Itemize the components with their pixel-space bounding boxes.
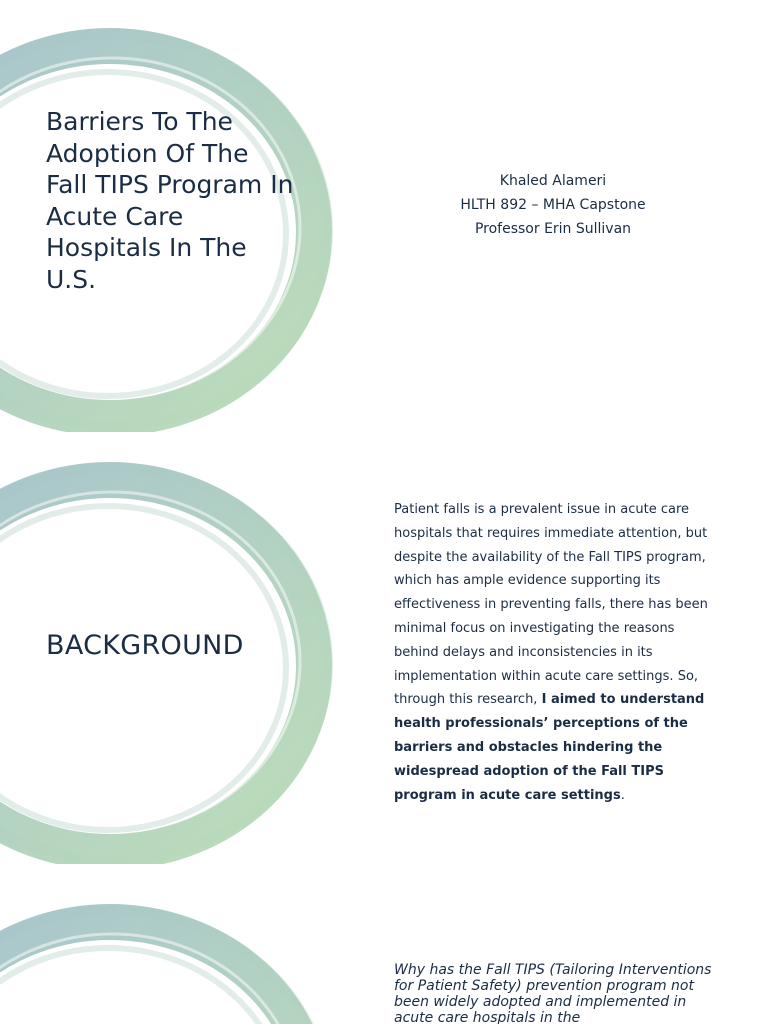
- background-body-end: .: [620, 787, 625, 803]
- decorative-ring: [0, 898, 340, 1024]
- course-name: HLTH 892 – MHA Capstone: [460, 197, 646, 213]
- title-slide: [0, 0, 768, 432]
- decorative-ring: [0, 460, 340, 864]
- professor-name: Professor Erin Sullivan: [474, 221, 632, 237]
- background-body-plain: Patient falls is a prevalent issue in acute care hospitals that requires immediate attention, but despite the availability of the Fall TIPS program, which has ample evidence supporting its effectiveness in preventing falls, there has been minimal focus on investigating the reasons behind delays and inconsistencies in its implementation within acute care settings. So, through this research,: [394, 502, 708, 708]
- background-body-bold: I aimed to understand health professionals’ perceptions of the barriers and obstacles hindering the widespread adoption of the Fall TIPS program in acute care settings: [394, 692, 705, 803]
- research-question-slide: [0, 864, 768, 1024]
- author-name: Khaled Alameri: [499, 173, 607, 189]
- research-question: Why has the Fall TIPS (Tailoring Interventions for Patient Safety) prevention program not been widely adopted and implemented in acute care hospitals in the: [394, 962, 712, 1024]
- background-heading: BACKGROUND: [46, 630, 244, 661]
- background-slide: [0, 432, 768, 864]
- presentation-title: Barriers To The Adoption Of The Fall TIPS Program In Acute Care Hospitals In The U.S.: [46, 107, 294, 294]
- background-body: [394, 498, 716, 807]
- author-block: [420, 169, 686, 241]
